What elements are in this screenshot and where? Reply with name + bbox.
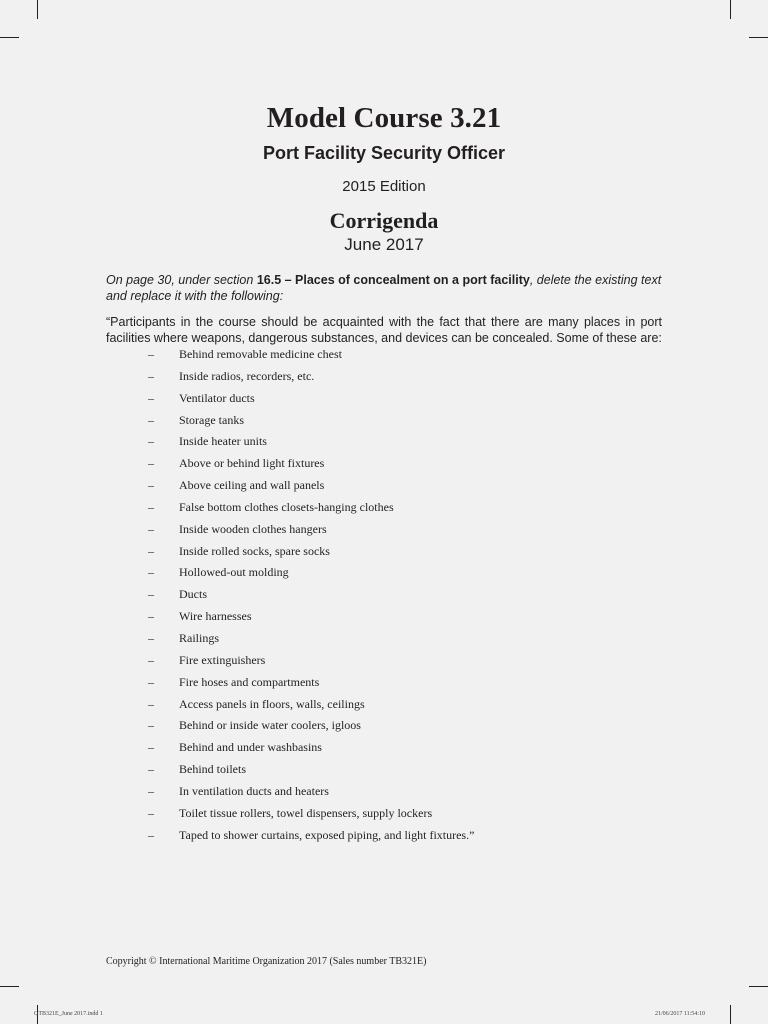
list-item-text: Fire extinguishers — [179, 652, 266, 667]
list-item-text: Access panels in floors, walls, ceilings — [179, 696, 365, 711]
list-dash: – — [148, 587, 154, 602]
list-dash: – — [148, 478, 154, 493]
copyright-notice: Copyright © International Maritime Organization 2017 (Sales number TB321E) — [106, 956, 427, 967]
list-dash: – — [148, 783, 154, 798]
corrigenda-heading: Corrigenda — [329, 208, 439, 233]
list-item-text: Railings — [179, 630, 220, 645]
list-dash: – — [148, 740, 154, 755]
intro-instruction — [106, 272, 664, 304]
list-item-text: Above or behind light fixtures — [179, 456, 325, 471]
list-item-text: Toilet tissue rollers, towel dispensers, supply lockers — [179, 805, 433, 820]
list-item-text: Behind removable medicine chest — [179, 347, 342, 361]
list-dash: – — [148, 521, 154, 536]
list-dash: – — [148, 499, 154, 514]
crop-mark-bottom-right — [730, 1005, 731, 1024]
list-dash: – — [148, 456, 154, 471]
list-item-text: Wire harnesses — [179, 609, 252, 624]
list-dash: – — [148, 609, 154, 624]
body-paragraph: “Participants in the course should be acquainted with the fact that there are many places in port facilities where weapons, dangerous substances, and devices can be concealed. Some of these are: — [106, 315, 662, 345]
file-slug: QTB321E_June 2017.indd 1 — [34, 1011, 103, 1017]
list-item-text: Fire hoses and compartments — [179, 674, 320, 689]
page-title: Model Course 3.21 — [266, 102, 502, 134]
list-dash: – — [148, 696, 154, 711]
intro-prefix: On page 30, under section — [106, 273, 257, 287]
list-item-text: Inside heater units — [179, 434, 267, 449]
crop-mark-left-top — [0, 37, 19, 38]
list-dash: – — [148, 827, 154, 842]
list-dash: – — [148, 630, 154, 645]
list-dash: – — [148, 434, 154, 449]
list-dash: – — [148, 762, 154, 777]
list-item-text: Inside rolled socks, spare socks — [179, 543, 330, 558]
timestamp-slug: 21/06/2017 11:54:10 — [655, 1011, 705, 1017]
list-item-text: Hollowed-out molding — [179, 565, 289, 580]
list-dash: – — [148, 565, 154, 580]
list-dash: – — [148, 412, 154, 427]
list-dash: – — [148, 674, 154, 689]
list-item-text: Ventilator ducts — [179, 390, 255, 405]
list-dash: – — [148, 718, 154, 733]
list-item-text: Inside wooden clothes hangers — [179, 521, 327, 536]
intro-section-reference: 16.5 – Places of concealment on a port facility — [256, 273, 530, 287]
crop-mark-top-left — [37, 0, 38, 19]
list-item-text: Ducts — [179, 587, 207, 602]
list-dash: – — [148, 347, 154, 361]
list-item-text: Behind toilets — [179, 762, 246, 777]
corrigenda-date: June 2017 — [344, 235, 424, 254]
crop-mark-left-bottom — [0, 986, 19, 987]
intro-suffix: , delete the existing text and replace it with the following: — [106, 273, 662, 303]
list-item-text: Behind and under washbasins — [179, 740, 322, 755]
crop-mark-right-top — [749, 37, 768, 38]
list-dash: – — [148, 543, 154, 558]
list-dash: – — [148, 805, 154, 820]
list-item-text: Behind or inside water coolers, igloos — [179, 718, 361, 733]
list-item-text: In ventilation ducts and heaters — [179, 783, 329, 798]
page-subtitle: Port Facility Security Officer — [262, 143, 506, 163]
list-item-text: Inside radios, recorders, etc. — [179, 368, 315, 383]
crop-mark-right-bottom — [749, 986, 768, 987]
crop-mark-top-right — [730, 0, 731, 19]
list-item-text: Storage tanks — [179, 412, 244, 427]
list-dash: – — [148, 652, 154, 667]
edition-label: 2015 Edition — [342, 178, 426, 195]
list-item-text: Above ceiling and wall panels — [179, 478, 325, 493]
list-item-text: Taped to shower curtains, exposed piping, and light fixtures.” — [179, 827, 475, 842]
list-dash: – — [148, 368, 154, 383]
list-item-text: False bottom clothes closets-hanging clothes — [179, 499, 394, 514]
list-dash: – — [148, 390, 154, 405]
